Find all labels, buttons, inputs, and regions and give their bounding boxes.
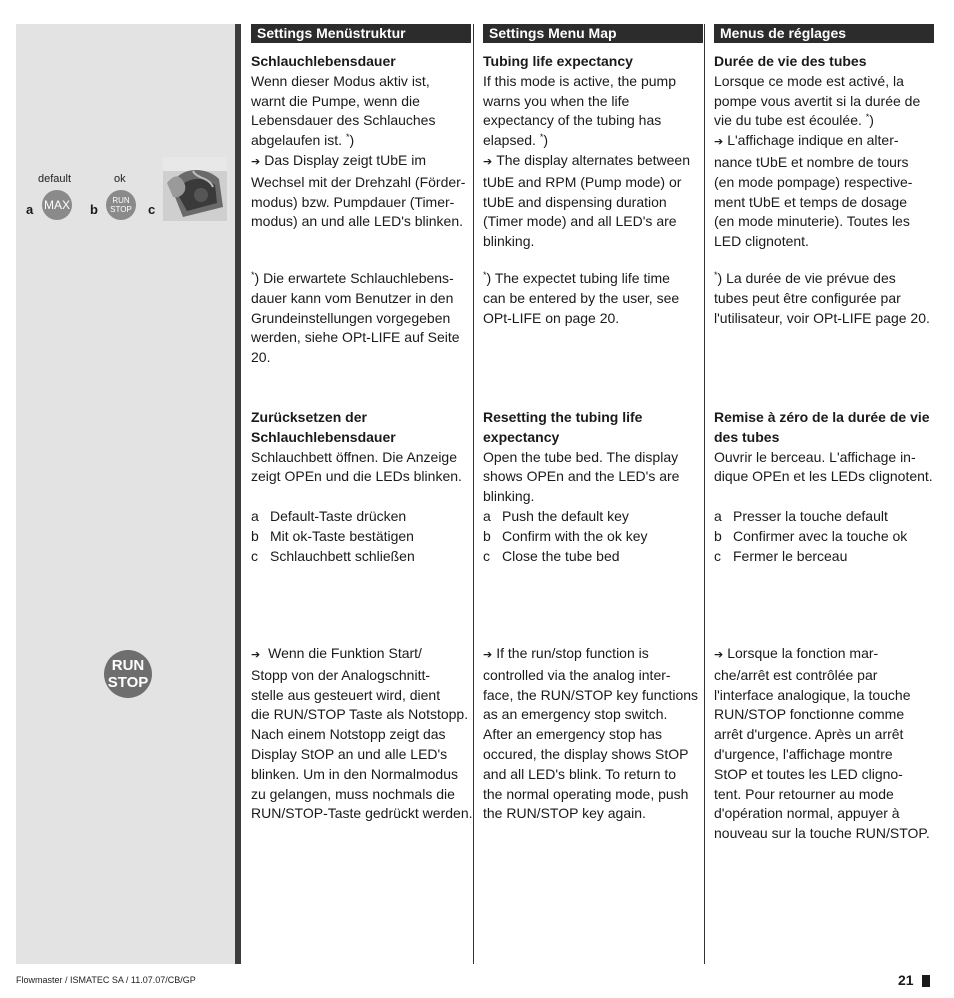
list-text: Confirm with the ok key: [502, 527, 648, 544]
text-line: LED clignotent.: [714, 233, 809, 250]
text-line: the RUN/STOP key again.: [483, 805, 646, 822]
text-line: blinking.: [483, 488, 535, 505]
section-title: Schlauchlebensdauer: [251, 428, 396, 445]
section-title: Zurücksetzen der: [251, 409, 367, 425]
text-line: shows OPEn and the LED's are: [483, 468, 680, 485]
big-stop-text: STOP: [107, 674, 149, 691]
list-key: a: [251, 507, 259, 524]
reset-section: [483, 408, 705, 566]
text-line: StOP et toutes les LED cligno-: [714, 765, 903, 782]
text-line: Wechsel mit der Drehzahl (Förder-: [251, 173, 466, 190]
list-text: Fermer le berceau: [733, 547, 848, 564]
text-line: [714, 269, 936, 289]
text-span: elapsed.: [483, 132, 540, 149]
list-key: a: [714, 507, 722, 524]
arrow-right-icon: ➔: [714, 649, 724, 661]
reset-section: [251, 408, 473, 566]
text-span: Das Display zeigt tUbE im: [264, 151, 427, 168]
big-run-text: RUN: [111, 657, 145, 674]
text-line: dauer kann vom Benutzer in den: [251, 289, 454, 306]
step-c-label: c: [148, 202, 156, 217]
arrow-right-icon: ➔: [483, 649, 493, 661]
text-line: l'interface analogique, la touche: [714, 686, 911, 703]
run-key-bottom-text: STOP: [110, 205, 132, 214]
tube-bed-photo: [163, 157, 227, 221]
text-line: Grundeinstellungen vorgegeben: [251, 309, 451, 326]
list-text: Confirmer avec la touche ok: [733, 527, 908, 544]
page-marker: [922, 975, 930, 987]
column-english: [483, 24, 703, 822]
text-span: L'affichage indique en alter-: [727, 132, 899, 149]
list-item: [251, 507, 473, 527]
text-line: (en mode pompage) respective-: [714, 173, 913, 190]
text-line: d'urgence, l'affichage montre: [714, 745, 893, 762]
column-german: [251, 24, 473, 822]
text-span: ): [543, 132, 549, 149]
text-line: warns you when the life: [483, 92, 630, 109]
section-title: Durée de vie des tubes: [714, 53, 867, 69]
default-key-label: default: [38, 173, 72, 185]
footnote-mark: *: [714, 270, 718, 280]
text-span: ): [349, 132, 355, 149]
text-line: Wenn dieser Modus aktiv ist,: [251, 72, 430, 89]
text-line: Stopp von der Analogschnitt-: [251, 666, 431, 683]
footnote-mark: *: [865, 112, 870, 123]
list-text: Presser la touche default: [733, 507, 888, 524]
footnote-mark: *: [539, 132, 544, 143]
text-span: ) La durée de vie prévue des: [717, 270, 896, 286]
text-span: Lorsque la fonction mar-: [727, 645, 879, 661]
column-divider-1: [473, 24, 474, 964]
footnote-mark: *: [483, 270, 487, 280]
step-a-label: a: [26, 202, 34, 217]
text-span: ): [869, 112, 874, 129]
arrow-right-icon: ➔: [483, 155, 493, 168]
text-line: tUbE and RPM (Pump mode) or: [483, 173, 682, 190]
list-key: c: [251, 547, 258, 564]
list-item: [714, 547, 936, 567]
ok-key-label: ok: [114, 173, 126, 185]
run-stop-ok-key-icon: [106, 190, 136, 220]
text-line: zeigt OPEn und die LEDs blinken.: [251, 468, 462, 485]
run-key-top-text: RUN: [112, 196, 130, 205]
text-line: RUN/STOP fonctionne comme: [714, 706, 905, 723]
text-span: vie du tube est écoulée.: [714, 112, 866, 129]
text-line: arrêt d'urgence. Après un arrêt: [714, 726, 904, 743]
list-text: Default-Taste drücken: [270, 507, 407, 524]
text-line: tent. Pour retourner au mode: [714, 785, 894, 802]
text-line: controlled via the analog inter-: [483, 666, 671, 683]
text-line: che/arrêt est contrôlée par: [714, 666, 878, 683]
text-line: l'utilisateur, voir OPt-LIFE page 20.: [714, 309, 930, 326]
text-line: Display StOP an und alle LED's: [251, 745, 448, 762]
list-item: [251, 527, 473, 547]
text-span: ) Die erwartete Schlauchlebens-: [254, 270, 454, 286]
list-item: [714, 527, 936, 547]
text-line: ment tUbE et temps de dosage: [714, 193, 907, 210]
text-line: modus) an und alle LED's blinken.: [251, 213, 464, 230]
list-text: Push the default key: [502, 507, 629, 524]
text-line: [483, 269, 705, 289]
section-title: Resetting the tubing life: [483, 409, 643, 425]
footnote-mark: *: [251, 270, 255, 280]
text-span: If the run/stop function is: [496, 645, 649, 661]
text-line: tUbE and dispensing duration: [483, 193, 667, 210]
section-title: des tubes: [714, 428, 780, 445]
list-key: c: [714, 547, 721, 564]
text-line: Lorsque ce mode est activé, la: [714, 72, 904, 89]
arrow-right-icon: ➔: [714, 136, 724, 149]
emergency-stop-section: [251, 644, 473, 824]
footnote: [251, 269, 473, 368]
text-line: Open the tube bed. The display: [483, 448, 679, 465]
list-key: c: [483, 547, 490, 564]
text-line: [251, 151, 473, 173]
text-line: [483, 131, 705, 151]
text-span: Wenn die Funktion Start/: [268, 645, 422, 661]
text-line: blinking.: [483, 233, 535, 250]
section-title: Remise à zéro de la durée de vie: [714, 409, 930, 425]
text-line: werden, siehe OPt-LIFE auf Seite 20.: [251, 329, 460, 366]
text-line: Lebensdauer des Schlauches: [251, 112, 436, 129]
tubing-life-section: [251, 52, 473, 232]
footer-reference: Flowmaster / ISMATEC SA / 11.07.07/CB/GP: [16, 975, 196, 985]
list-item: [251, 547, 473, 567]
section-title: Tubing life expectancy: [483, 53, 633, 69]
text-span: The display alternates between: [496, 151, 691, 168]
text-line: (Timer mode) and all LED's are: [483, 213, 677, 230]
tubing-life-section: [714, 52, 936, 252]
text-line: (en mode minuterie). Toutes les: [714, 213, 910, 230]
emergency-stop-section: [483, 644, 705, 824]
arrow-right-icon: ➔: [251, 155, 261, 168]
text-line: dique OPEn et les LEDs clignotent.: [714, 468, 933, 485]
text-line: If this mode is active, the pump: [483, 72, 676, 89]
text-line: [483, 151, 705, 173]
text-line: zu gelangen, muss nochmals die: [251, 785, 455, 802]
text-line: pompe vous avertit si la durée de: [714, 92, 921, 109]
text-line: [483, 644, 705, 666]
tubing-life-section: [483, 52, 705, 252]
list-key: b: [251, 527, 259, 544]
text-line: After an emergency stop has: [483, 726, 662, 743]
list-item: [483, 507, 705, 527]
column-header: Settings Menüstruktur: [251, 24, 471, 43]
column-french: [714, 24, 934, 842]
text-line: modus) bzw. Pumpdauer (Timer-: [251, 193, 455, 210]
arrow-right-icon: ➔: [251, 649, 261, 661]
text-line: nance tUbE et nombre de tours: [714, 153, 909, 170]
section-title: Schlauchlebensdauer: [251, 53, 396, 69]
list-key: b: [714, 527, 722, 544]
reset-section: [714, 408, 936, 566]
text-line: Nach einem Notstopp zeigt das: [251, 726, 446, 743]
text-line: warnt die Pumpe, wenn die: [251, 92, 420, 109]
max-key-text: MAX: [43, 198, 70, 212]
text-line: and all LED's blink. To return to: [483, 765, 677, 782]
list-item: [483, 527, 705, 547]
list-text: Schlauchbett schließen: [270, 547, 415, 564]
text-span: abgelaufen ist.: [251, 132, 346, 149]
text-line: can be entered by the user, see: [483, 289, 680, 306]
text-line: die RUN/STOP Taste als Notstopp.: [251, 706, 469, 723]
text-line: nouveau sur la touche RUN/STOP.: [714, 825, 930, 842]
text-line: d'opération normal, appuyer à: [714, 805, 900, 822]
text-line: OPt-LIFE on page 20.: [483, 309, 620, 326]
text-line: occured, the display shows StOP: [483, 745, 689, 762]
footnote-mark: *: [345, 132, 350, 143]
section-title: expectancy: [483, 428, 560, 445]
text-line: expectancy of the tubing has: [483, 112, 662, 129]
text-line: [714, 644, 936, 666]
text-line: [714, 111, 936, 131]
text-line: blinken. Um in den Normalmodus: [251, 765, 458, 782]
text-line: the normal operating mode, push: [483, 785, 689, 802]
list-key: a: [483, 507, 491, 524]
sidebar-divider: [235, 24, 241, 964]
list-text: Mit ok-Taste bestätigen: [270, 527, 414, 544]
list-text: Close the tube bed: [502, 547, 620, 564]
text-line: as an emergency stop switch.: [483, 706, 668, 723]
column-header: Settings Menu Map: [483, 24, 703, 43]
max-default-key-icon: [42, 190, 72, 220]
text-line: Ouvrir le berceau. L'affichage in-: [714, 448, 916, 465]
text-line: Schlauchbett öffnen. Die Anzeige: [251, 448, 458, 465]
text-line: stelle aus gesteuert wird, dient: [251, 686, 441, 703]
page-number: 21: [898, 972, 914, 988]
text-line: face, the RUN/STOP key functions: [483, 686, 699, 703]
text-line: [714, 131, 936, 153]
run-stop-key-icon: [104, 650, 152, 698]
footnote: [483, 269, 705, 328]
text-line: [251, 269, 473, 289]
list-key: b: [483, 527, 491, 544]
emergency-stop-section: [714, 644, 936, 844]
column-header: Menus de réglages: [714, 24, 934, 43]
list-item: [714, 507, 936, 527]
step-b-label: b: [90, 202, 98, 217]
text-span: ) The expectet tubing life time: [486, 270, 670, 286]
footnote: [714, 269, 936, 328]
text-line: [251, 644, 473, 666]
text-line: tubes peut être configurée par: [714, 289, 901, 306]
text-line: [251, 131, 473, 151]
list-item: [483, 547, 705, 567]
text-line: RUN/STOP-Taste gedrückt werden.: [251, 805, 473, 822]
